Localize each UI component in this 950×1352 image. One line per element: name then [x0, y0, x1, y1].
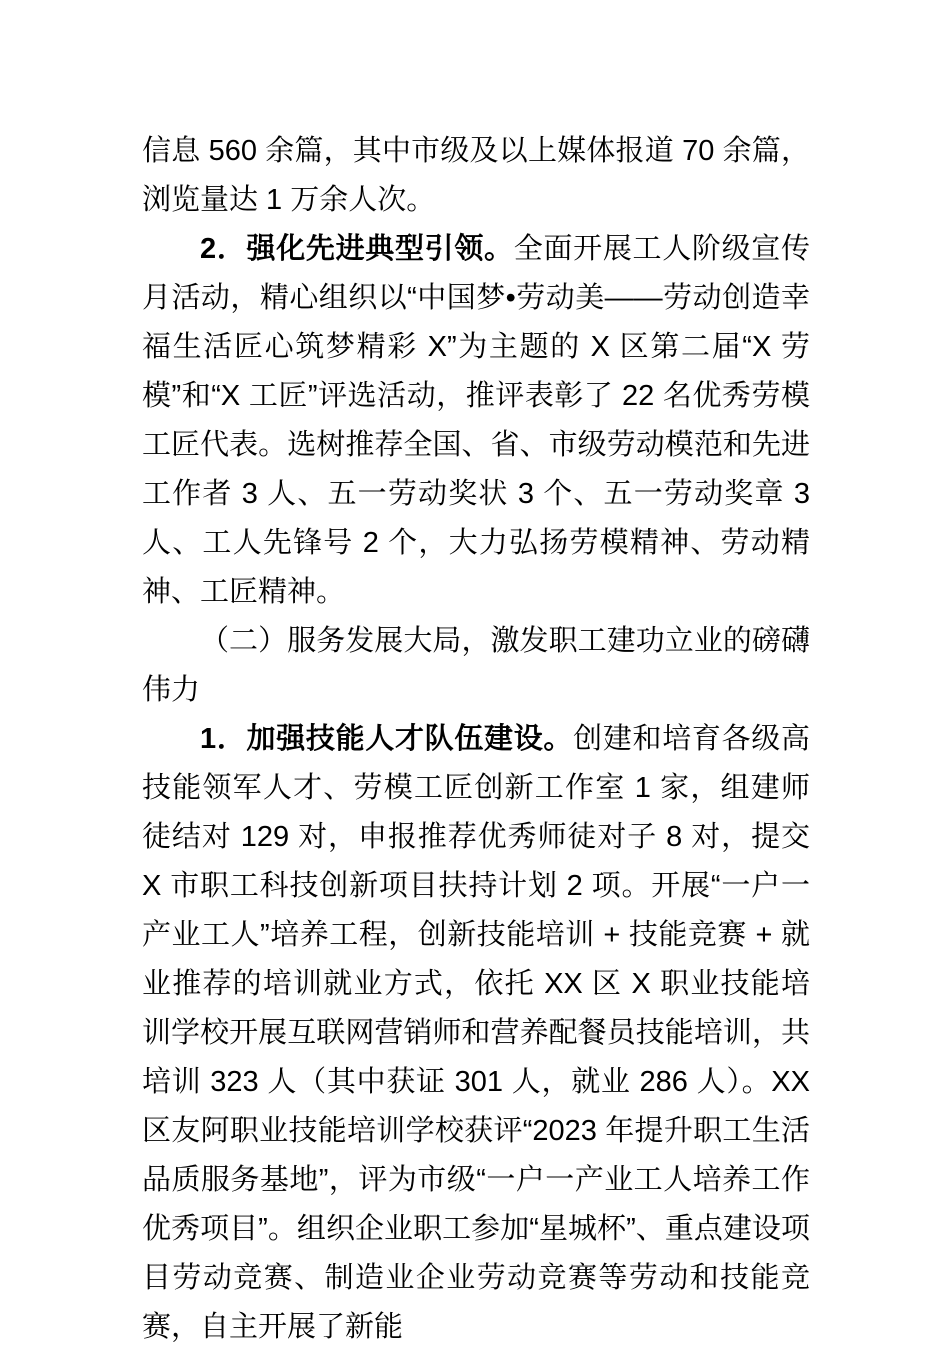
document-text-block [142, 127, 810, 1352]
text-run: 全面开展工人阶级宣传月活动，精心组织以“中国梦•劳动美——劳动创造幸福生活匠心筑梦精彩 X”为主题的 X 区第二届“X 劳模”和“X 工匠”评选活动，推评表彰了 22 名优秀劳模工匠代表。选树推荐全国、省、市级劳动模范和先进工作者 3 人、五一劳动奖状 3 个、五一劳动奖章 3 人、工人先锋号 2 个，大力弘扬劳模精神、劳动精神、工匠精神。 [142, 233, 810, 608]
paragraph-lead-heading: 2．强化先进典型引领。 [200, 233, 514, 265]
paragraph [142, 225, 810, 617]
paragraph [142, 617, 810, 715]
text-run: 创建和培育各级高技能领军人才、劳模工匠创新工作室 1 家，组建师徒结对 129 对，申报推荐优秀师徒对子 8 对，提交 X 市职工科技创新项目扶持计划 2 项。开展“一户一产业工人”培养工程，创新技能培训 + 技能竞赛 + 就业推荐的培训就业方式，依托 XX 区 X 职业技能培训学校开展互联网营销师和营养配餐员技能培训，共培训 323 人（其中获证 301 人，就业 286 人）。XX 区友阿职业技能培训学校获评“2023 年提升职工生活品质服务基地”，评为市级“一户一产业工人培养工作优秀项目”。组织企业职工参加“星城杯”、重点建设项目劳动竞赛、制造业企业劳动竞赛等劳动和技能竞赛，自主开展了新能 [142, 723, 810, 1343]
text-run: （二）服务发展大局，激发职工建功立业的磅礴伟力 [142, 625, 810, 706]
paragraph [142, 715, 810, 1352]
paragraph [142, 127, 810, 225]
text-run: 信息 560 余篇，其中市级及以上媒体报道 70 余篇，浏览量达 1 万余人次。 [142, 135, 810, 216]
paragraph-lead-heading: 1．加强技能人才队伍建设。 [200, 723, 574, 755]
